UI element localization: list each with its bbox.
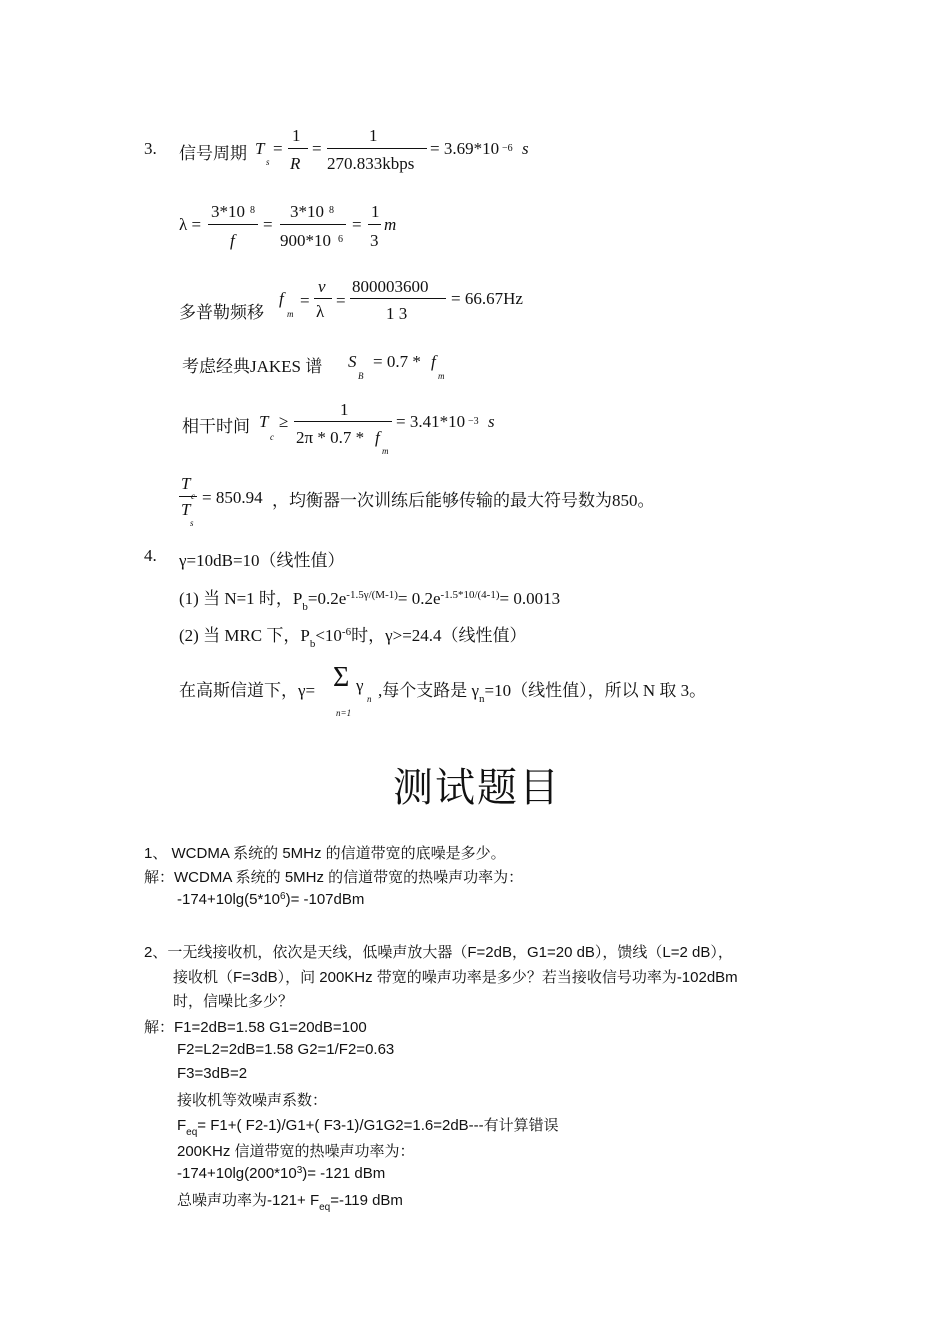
frac-num: 800003600 — [352, 277, 429, 296]
answer-2-line3: F3=3dB=2 — [177, 1065, 248, 1082]
frac-num: 1 — [369, 126, 378, 145]
answer-2-line6: 200KHz 信道带宽的热噪声功率为： — [177, 1143, 415, 1160]
unit-s: s — [488, 412, 495, 431]
gamma: γ — [356, 676, 364, 695]
unit-m: m — [384, 215, 397, 234]
var-f: f — [375, 428, 380, 447]
var-f: f — [230, 231, 235, 250]
ratio-value: = 850.94 — [202, 488, 263, 507]
answer-2-line4: 接收机等效噪声系数： — [177, 1092, 328, 1109]
frac-num: 1 — [292, 126, 301, 145]
gamma-line: γ=10dB=10（线性值） — [179, 551, 345, 570]
frac-num: 1 — [371, 202, 380, 221]
sub-s: s — [266, 157, 270, 167]
answer-2-line8: 总噪声功率为$-121+ F_{eq}=-119$ dBm — [177, 1192, 403, 1213]
fraction-bar — [314, 298, 332, 299]
fraction-bar — [368, 224, 381, 225]
exponent: 8 — [250, 205, 255, 216]
frac-den: 270.833kbps — [327, 154, 415, 173]
var-T: T — [181, 474, 191, 493]
answer-1-line1: 解：WCDMA 系统的 5MHz 的信道带宽的热噪声功率为： — [144, 869, 524, 886]
fraction-bar — [288, 148, 308, 149]
equals: = — [336, 291, 346, 310]
fraction-bar — [294, 421, 392, 422]
fraction-bar — [350, 298, 446, 299]
result: = 66.67Hz — [451, 289, 523, 308]
frac-num: 1 — [340, 400, 349, 419]
unit-s: s — [522, 139, 529, 158]
coherence-label: 相干时间 — [182, 417, 250, 436]
fraction-bar — [208, 224, 258, 225]
question-2-line2: 接收机（F=3dB），问 200KHz 带宽的噪声功率是多少？若当接收信号功率为-102dBm — [173, 969, 738, 986]
lambda-eq: λ = — [179, 215, 202, 234]
sub-B: B — [358, 371, 364, 381]
frac-den: 900*10 — [280, 231, 331, 250]
item-number: 3. — [144, 139, 157, 158]
doppler-label: 多普勒频移 — [179, 303, 264, 322]
ge: ≥ — [279, 412, 289, 431]
question-2-line3: 时，信噪比多少？ — [173, 993, 294, 1010]
sub-m: m — [438, 371, 445, 381]
var-f: f — [279, 289, 284, 308]
sub-n: n — [367, 694, 372, 704]
answer-2-line2: F2=L2=2dB=1.58 G2=1/F2=0.63 — [177, 1041, 395, 1058]
var-S: S — [348, 352, 357, 371]
frac-num: 3*10 — [211, 202, 245, 221]
equals: = — [312, 139, 322, 158]
fraction-bar — [327, 148, 427, 149]
sub-m: m — [382, 446, 389, 456]
sub-m: m — [287, 309, 294, 319]
part1-text: (1) 当 N=1 时，$P_b=0.2e^{-1.5\gamma/(M-1)}= 0.2e^{-1.5*10/(4-1)}= 0.0013$ — [179, 589, 561, 613]
item-number: 4. — [144, 546, 157, 565]
var-lambda: λ — [316, 302, 325, 321]
branch-text: ,每个支路是 $\gamma_n=10$（线性值），所以 N 取 3。 — [378, 681, 707, 705]
sum-lower: n=1 — [336, 708, 352, 718]
var-T: T — [259, 412, 269, 431]
sub-c: c — [270, 432, 274, 442]
var-R: R — [290, 154, 301, 173]
gauss-label: 在高斯信道下，γ= — [179, 681, 316, 700]
equals: = — [263, 215, 273, 234]
frac-num: 3*10 — [290, 202, 324, 221]
question-2-line1: 2、一无线接收机，依次是天线，低噪声放大器（F=2dB，G1=20 dB），馈线（L=2 dB）， — [144, 944, 733, 961]
equals: = — [273, 139, 283, 158]
sigma: Σ — [333, 662, 350, 693]
question-1: 1、 WCDMA 系统的 5MHz 的信道带宽的底噪是多少。 — [144, 845, 506, 862]
equals: = — [300, 291, 310, 310]
answer-2-line5: $F_{eq}= F1+$( F2-1)/G1+( F3-1)/G1G2=1.6=2dB---有计算错误 — [177, 1117, 559, 1138]
result: = 3.69*10 — [430, 139, 500, 158]
answer-2-line1: 解：F1=2dB=1.58 G1=20dB=100 — [144, 1019, 367, 1036]
equals: = — [352, 215, 362, 234]
frac-den: 1 3 — [386, 304, 408, 323]
exponent: 8 — [329, 205, 334, 216]
frac-den: 3 — [370, 231, 379, 250]
part2-text: (2) 当 MRC 下，$P_b<10^{-6}$时，γ>=24.4（线性值） — [179, 626, 527, 650]
var-Ts: T — [181, 500, 191, 519]
ratio-text: ，均衡器一次训练后能够传输的最大符号数为850。 — [272, 491, 655, 510]
jakes-label: 考虑经典JAKES 谱 — [182, 357, 323, 376]
sub-s: s — [190, 518, 194, 528]
answer-1-line2: $-174+10\lg(5*10^6)= -107dBm$ — [177, 891, 365, 908]
page-title: 测试题目 — [393, 765, 561, 810]
fraction-bar — [179, 496, 197, 497]
fraction-bar — [280, 224, 346, 225]
var-f: f — [431, 352, 436, 371]
exponent: 6 — [338, 234, 343, 245]
frac-den: 2π * 0.7 * — [296, 428, 365, 447]
var-T: T — [255, 139, 265, 158]
expression: = 0.7 * — [373, 352, 421, 371]
signal-period-label: 信号周期 — [179, 144, 247, 163]
answer-2-line7: $-174+10\lg(200*10^3)= -121$ dBm — [177, 1165, 386, 1182]
var-v: v — [318, 277, 326, 296]
exponent: −3 — [468, 416, 479, 427]
result: = 3.41*10 — [396, 412, 466, 431]
exponent: −6 — [502, 143, 513, 154]
